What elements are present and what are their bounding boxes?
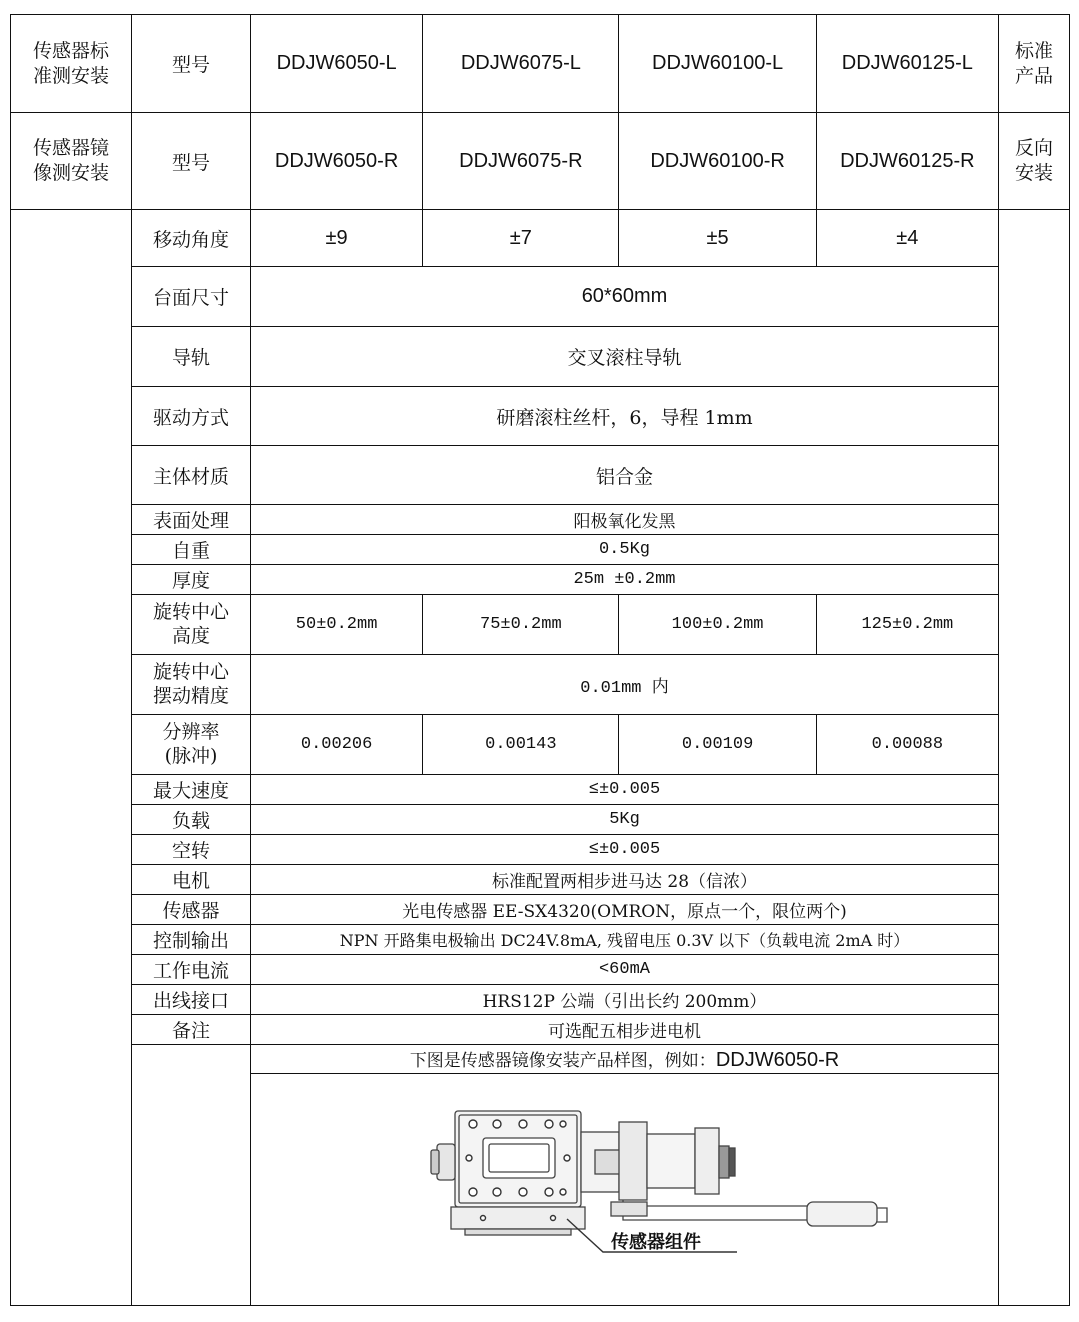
spec-value: 50±0.2mm	[251, 595, 423, 655]
spec-value: 75±0.2mm	[423, 595, 619, 655]
spec-label: 电机	[132, 865, 251, 895]
model-cell: DDJW60100-L	[619, 15, 816, 113]
spec-value: ≤±0.005	[251, 775, 999, 805]
model-cell: DDJW6075-L	[423, 15, 619, 113]
spec-label: 出线接口	[132, 985, 251, 1015]
spec-value: HRS12P 公端（引出长约 200mm）	[251, 985, 999, 1015]
spec-label: 负载	[132, 805, 251, 835]
right-blank-column	[999, 210, 1070, 1306]
model-cell: DDJW60100-R	[619, 113, 816, 210]
sample-image-cell	[251, 1074, 999, 1306]
spec-row-work-current	[11, 955, 1070, 985]
spec-value: 研磨滚柱丝杆，6，导程 1mm	[251, 387, 999, 446]
spec-row-material	[11, 446, 1070, 505]
spec-row-weight	[11, 535, 1070, 565]
model-cell: DDJW60125-R	[816, 113, 998, 210]
install-type-standard: 传感器标 准测安装	[11, 15, 132, 113]
spec-row-motor	[11, 865, 1070, 895]
spec-value: 标准配置两相步进马达 28（信浓）	[251, 865, 999, 895]
spec-value: ±7	[423, 210, 619, 267]
spec-row-surface	[11, 505, 1070, 535]
spec-label: 自重	[132, 535, 251, 565]
spec-value: ≤±0.005	[251, 835, 999, 865]
spec-row-sensor	[11, 895, 1070, 925]
spec-row-connector	[11, 985, 1070, 1015]
sensor-component-callout: 传感器组件	[611, 1232, 701, 1253]
spec-value: ±5	[619, 210, 816, 267]
spec-label: 旋转中心 高度	[132, 595, 251, 655]
spec-label: 备注	[132, 1015, 251, 1045]
spec-label: 台面尺寸	[132, 267, 251, 327]
model-label: 型号	[132, 15, 251, 113]
product-drawing	[251, 1074, 998, 1304]
spec-row-thickness	[11, 565, 1070, 595]
spec-row-guide	[11, 327, 1070, 387]
spec-row-table-size	[11, 267, 1070, 327]
spec-value: 0.01mm 内	[251, 655, 999, 715]
spec-row-rotation-precision	[11, 655, 1070, 715]
spec-value: 60*60mm	[251, 267, 999, 327]
spec-row-load	[11, 805, 1070, 835]
spec-row-max-speed	[11, 775, 1070, 805]
header-row-mirror	[11, 113, 1070, 210]
blank-label-cell	[132, 1045, 251, 1306]
left-blank-column	[11, 210, 132, 1306]
spec-label: 工作电流	[132, 955, 251, 985]
spec-row-resolution	[11, 715, 1070, 775]
install-type-mirror: 传感器镜 像测安装	[11, 113, 132, 210]
note-reverse-install: 反向 安装	[999, 113, 1070, 210]
spec-label: 空转	[132, 835, 251, 865]
spec-row-rotation-height	[11, 595, 1070, 655]
spec-label: 控制输出	[132, 925, 251, 955]
note-standard-product: 标准 产品	[999, 15, 1070, 113]
spec-label: 最大速度	[132, 775, 251, 805]
spec-label: 表面处理	[132, 505, 251, 535]
model-label: 型号	[132, 113, 251, 210]
spec-value: 5Kg	[251, 805, 999, 835]
sample-caption-row	[11, 1045, 1070, 1074]
spec-value: 0.00109	[619, 715, 816, 775]
spec-label: 主体材质	[132, 446, 251, 505]
spec-row-drive	[11, 387, 1070, 446]
spec-label: 厚度	[132, 565, 251, 595]
spec-value: 100±0.2mm	[619, 595, 816, 655]
header-row-standard	[11, 15, 1070, 113]
spec-label: 分辨率 (脉冲)	[132, 715, 251, 775]
spec-value: 25m ±0.2mm	[251, 565, 999, 595]
spec-row-remark	[11, 1015, 1070, 1045]
spec-value: 0.00206	[251, 715, 423, 775]
spec-label: 驱动方式	[132, 387, 251, 446]
model-cell: DDJW6075-R	[423, 113, 619, 210]
spec-label: 移动角度	[132, 210, 251, 267]
spec-value: NPN 开路集电极输出 DC24V.8mA, 残留电压 0.3V 以下（负载电流 2mA 时）	[251, 925, 999, 955]
spec-value: 光电传感器 EE-SX4320(OMRON，原点一个，限位两个)	[251, 895, 999, 925]
spec-value: 0.00143	[423, 715, 619, 775]
spec-value: 交叉滚柱导轨	[251, 327, 999, 387]
spec-table	[10, 14, 1070, 1306]
spec-value: <60mA	[251, 955, 999, 985]
spec-value: 0.5Kg	[251, 535, 999, 565]
spec-value: 可选配五相步进电机	[251, 1015, 999, 1045]
spec-value: 0.00088	[816, 715, 998, 775]
spec-value: 阳极氧化发黑	[251, 505, 999, 535]
spec-row-control-output	[11, 925, 1070, 955]
spec-value: 铝合金	[251, 446, 999, 505]
spec-value: ±9	[251, 210, 423, 267]
spec-row-move-angle	[11, 210, 1070, 267]
spec-label: 传感器	[132, 895, 251, 925]
model-cell: DDJW60125-L	[816, 15, 998, 113]
spec-label: 导轨	[132, 327, 251, 387]
model-cell: DDJW6050-L	[251, 15, 423, 113]
spec-value: 125±0.2mm	[816, 595, 998, 655]
model-cell: DDJW6050-R	[251, 113, 423, 210]
spec-label: 旋转中心 摆动精度	[132, 655, 251, 715]
spec-row-backlash	[11, 835, 1070, 865]
spec-value: ±4	[816, 210, 998, 267]
sample-caption: 下图是传感器镜像安装产品样图，例如：DDJW6050-R	[251, 1045, 999, 1074]
